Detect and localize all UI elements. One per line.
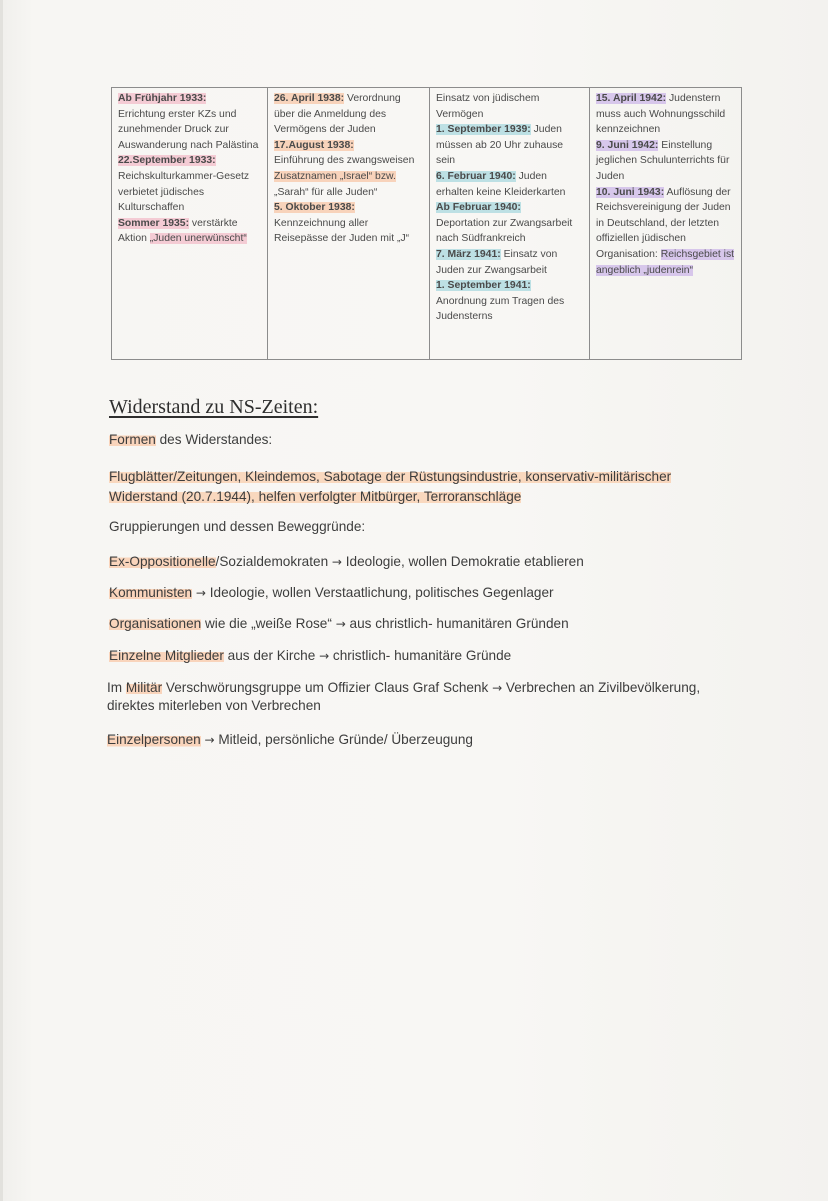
timeline-cell-1933-1935 [112, 88, 268, 360]
timeline-text: 7. März 1941: [436, 248, 501, 260]
timeline-text: 10. Juni 1943: [596, 186, 665, 198]
group-keyword: Einzelne Mitglieder [109, 648, 224, 663]
group-keyword: Einzelpersonen [107, 732, 201, 747]
timeline-text: verstärkte Aktion [118, 217, 238, 245]
timeline-text: Judenstern muss auch Wohnungsschild kennzeichnen [596, 93, 726, 136]
group-keyword: Organisationen [109, 616, 202, 631]
group-text: Ideologie, wollen Demokratie etablieren [341, 554, 584, 569]
group-text: aus der Kirche [223, 648, 320, 663]
timeline-text: 1. September 1939: [436, 124, 531, 136]
timeline-text: 1. September 1941: [436, 280, 531, 292]
timeline-text: 6. Februar 1940: [436, 170, 516, 182]
table-row [112, 88, 742, 360]
timeline-text: Kennzeichnung aller Reisepässe der Juden mit „J“ [274, 217, 410, 245]
arrow-icon: → [195, 586, 206, 600]
timeline-text: Einführung des zwangsweisen [274, 155, 415, 167]
timeline-text: Reichsgebiet ist angeblich „judenrein“ [596, 248, 735, 276]
group-text: Mitleid, persönliche Gründe/ Überzeugung [214, 732, 473, 747]
arrow-icon: → [204, 733, 215, 747]
timeline-text: „Sarah“ für alle Juden“ [274, 186, 378, 198]
timeline-text: Juden erhalten keine Kleiderkarten [436, 170, 566, 198]
military-line-1 [107, 680, 700, 695]
timeline-text: 9. Juni 1942: [596, 139, 659, 151]
group-keyword: Ex-Oppositionelle [109, 554, 216, 569]
group-text: christlich- humanitäre Gründe [329, 648, 512, 663]
timeline-text: Auflösung der Reichsvereinigung der Juden in Deutschland, der letzten offiziellen jüdischen Organisation: [596, 186, 731, 260]
military-line-2: direktes miterleben von Verbrechen [107, 698, 321, 713]
timeline-text: Ab Februar 1940: [436, 202, 521, 214]
group-text: Verschwörungsgruppe um Offizier Claus Graf Schenk [162, 680, 493, 695]
timeline-text: 22.September 1933: [118, 155, 216, 167]
forms-heading [109, 432, 272, 447]
timeline-cell-1939-1941 [430, 88, 590, 360]
group-text: /Sozialdemokraten [215, 554, 332, 569]
timeline-text: 17.August 1938: [274, 139, 354, 151]
arrow-icon: → [319, 649, 330, 663]
timeline-text: Reichskulturkammer-Gesetz verbietet jüdisches Kulturschaffen [118, 170, 250, 214]
group-keyword: Kommunisten [109, 585, 193, 600]
timeline-text: Ab Frühjahr 1933: [118, 93, 207, 104]
timeline-text: Errichtung erster KZs und zunehmender Druck zur Auswanderung nach Palästina [118, 108, 259, 151]
group-text: Ideologie, wollen Verstaatlichung, politisches Gegenlager [205, 585, 554, 600]
timeline-text: „Juden unerwünscht“ [149, 233, 247, 245]
timeline-text: Deportation zur Zwangsarbeit nach Südfrankreich [436, 217, 573, 245]
group-item [109, 648, 511, 663]
timeline-text: Zusatznamen „Israel“ bzw. [274, 170, 396, 182]
timeline-text: 26. April 1938: [274, 93, 345, 104]
timeline-text: 15. April 1942: [596, 93, 667, 104]
group-text: Verbrechen an Zivilbevölkerung, [502, 680, 701, 695]
paper-edge [0, 0, 3, 1201]
section-title: Widerstand zu NS-Zeiten: [109, 396, 319, 418]
forms-heading-rest: des Widerstandes: [155, 432, 273, 447]
timeline-text: Anordnung zum Tragen des Judensterns [436, 295, 565, 323]
individuals-line [107, 732, 473, 747]
timeline-cell-1938 [268, 88, 430, 360]
arrow-icon: → [335, 617, 346, 631]
timeline-text: Verordnung über die Anmeldung des Vermögens der Juden [274, 93, 401, 136]
forms-line-2 [109, 489, 521, 504]
timeline-text: Sommer 1935: [118, 217, 190, 229]
groups-heading: Gruppierungen und dessen Beweggründe: [109, 519, 366, 534]
forms-heading-keyword: Formen [109, 432, 156, 447]
timeline-text: Einsatz von Juden zur Zwangsarbeit [436, 248, 558, 276]
timeline-text: Einsatz von jüdischem Vermögen [436, 93, 540, 120]
forms-line-1 [109, 469, 671, 484]
group-item [109, 554, 584, 569]
group-text: aus christlich- humanitären Gründen [345, 616, 569, 631]
group-text: wie die „weiße Rose“ [201, 616, 336, 631]
group-keyword: Militär [125, 680, 163, 695]
timeline-text: Einstellung jeglichen Schulunterrichts für Juden [596, 139, 730, 182]
forms-text-2: Widerstand (20.7.1944), helfen verfolgter Mitbürger, Terroranschläge [109, 489, 522, 504]
forms-text-1: Flugblätter/Zeitungen, Kleindemos, Sabotage der Rüstungsindustrie, konservativ-militärischer [109, 469, 672, 484]
timeline-text: Juden müssen ab 20 Uhr zuhause sein [436, 124, 564, 167]
group-text: Im [107, 680, 126, 695]
timeline-cell-1942-1943 [590, 88, 742, 360]
arrow-icon: → [492, 681, 503, 695]
arrow-icon: → [331, 555, 342, 569]
timeline-table [111, 87, 742, 360]
group-item [109, 585, 554, 600]
group-item [109, 616, 569, 631]
timeline-text: 5. Oktober 1938: [274, 202, 355, 214]
